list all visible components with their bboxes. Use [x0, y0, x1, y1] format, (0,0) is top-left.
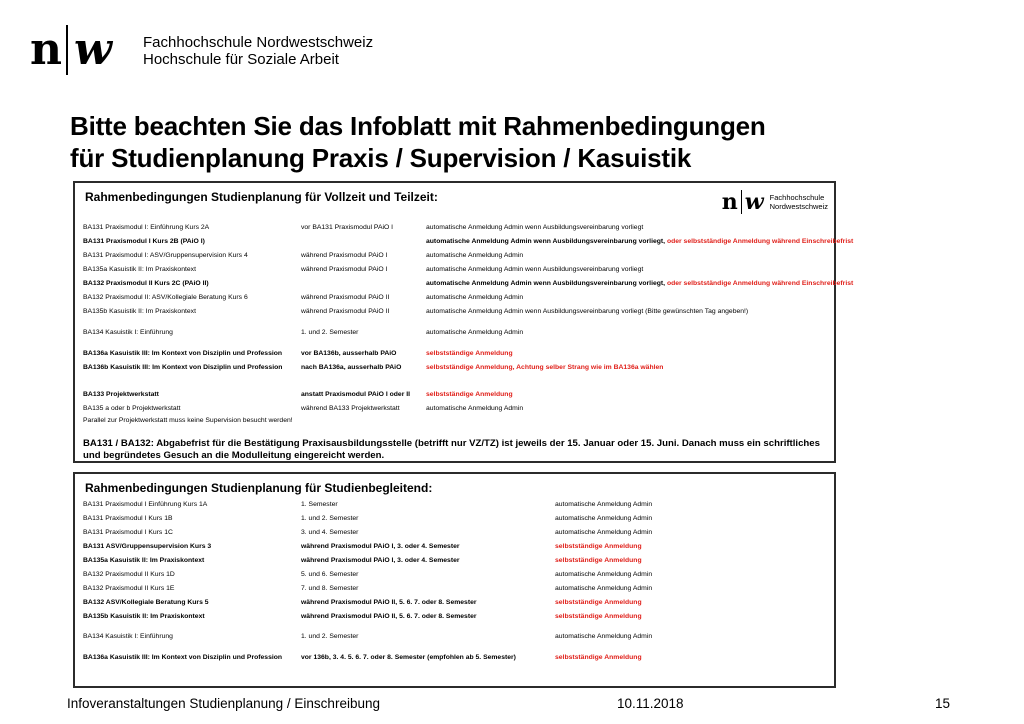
- cell-timing: 3. und 4. Semester: [301, 529, 359, 536]
- cell-registration-highlight: oder selbstständige Anmeldung während Einschreibefrist: [666, 280, 854, 287]
- table-row: [83, 632, 830, 642]
- cell-registration-highlight: selbstständige Anmeldung: [426, 350, 513, 357]
- table-row: [83, 363, 830, 373]
- slide-title: [70, 110, 766, 174]
- table-row: [83, 293, 830, 303]
- panel-logo-line-2: Nordwestschweiz: [769, 202, 828, 211]
- cell-timing: während Praxismodul PAiO I: [301, 266, 388, 273]
- cell-registration: selbstständige Anmeldung: [555, 543, 642, 550]
- table-row: [83, 307, 830, 317]
- logo-divider: [66, 25, 68, 75]
- cell-module: BA131 Praxismodul I Kurs 2B (PAiO I): [83, 238, 205, 245]
- table-row: [83, 251, 830, 261]
- cell-timing: während Praxismodul PAiO II, 5. 6. 7. oder 8. Semester: [301, 613, 477, 620]
- cell-registration: automatische Anmeldung Admin: [555, 501, 653, 508]
- organization-line-2: Hochschule für Soziale Arbeit: [143, 51, 339, 68]
- panel-heading: Rahmenbedingungen Studienplanung für Studienbegleitend:: [85, 481, 433, 495]
- cell-timing: während Praxismodul PAiO I: [301, 252, 388, 259]
- cell-registration: [426, 251, 523, 261]
- table-row: [83, 653, 830, 663]
- cell-timing: anstatt Praxismodul PAiO I oder II: [301, 391, 411, 398]
- table-row: [83, 328, 830, 338]
- cell-module: BA136b Kasuistik III: Im Kontext von Disziplin und Profession: [83, 364, 283, 371]
- table-row: [83, 223, 830, 233]
- cell-timing: vor 136b, 3. 4. 5. 6. 7. oder 8. Semester (empfohlen ab 5. Semester): [301, 654, 516, 661]
- cell-timing: während Praxismodul PAiO II: [301, 308, 390, 315]
- cell-module: BA131 Praxismodul I: ASV/Gruppensupervision Kurs 4: [83, 252, 248, 259]
- logo-letter-n: n: [30, 24, 62, 75]
- cell-timing: 1. und 2. Semester: [301, 329, 359, 336]
- panel-logo-w: w: [744, 189, 764, 215]
- cell-module: BA131 Praxismodul I: Einführung Kurs 2A: [83, 224, 210, 231]
- panel-studienbegleitend: [73, 472, 836, 688]
- cell-module: BA136a Kasuistik III: Im Kontext von Disziplin und Profession: [83, 654, 283, 661]
- cell-timing: während Praxismodul PAiO I, 3. oder 4. Semester: [301, 543, 460, 550]
- cell-registration: [426, 349, 513, 359]
- panel-logo-n: n: [721, 189, 738, 215]
- table-row: [83, 500, 830, 510]
- cell-registration-highlight: oder selbstständige Anmeldung während Einschreibefrist: [666, 238, 854, 245]
- cell-module: BA135a Kasuistik II: Im Praxiskontext: [83, 266, 196, 273]
- panel-heading: Rahmenbedingungen Studienplanung für Vollzeit und Teilzeit:: [85, 190, 438, 204]
- cell-module: BA132 Praxismodul II Kurs 1E: [83, 585, 175, 592]
- cell-registration: [426, 293, 523, 303]
- cell-registration: selbstständige Anmeldung: [555, 654, 642, 661]
- cell-registration-highlight: selbstständige Anmeldung: [426, 391, 513, 398]
- cell-timing: 1. und 2. Semester: [301, 515, 359, 522]
- cell-registration: [426, 328, 523, 338]
- slide-title-line-2: für Studienplanung Praxis / Supervision / Kasuistik: [70, 143, 692, 173]
- cell-timing: 5. und 6. Semester: [301, 571, 359, 578]
- slide-title-line-1: Bitte beachten Sie das Infoblatt mit Rahmenbedingungen: [70, 111, 766, 141]
- cell-registration: [426, 237, 853, 247]
- logo-mark: [30, 25, 112, 75]
- cell-registration: automatische Anmeldung Admin: [555, 633, 653, 640]
- cell-registration: [426, 363, 663, 373]
- cell-module: BA135 a oder b Projektwerkstatt: [83, 405, 181, 412]
- footer-date: 10.11.2018: [617, 696, 684, 711]
- cell-registration-text: automatische Anmeldung Admin wenn Ausbildungsvereinbarung vorliegt,: [426, 238, 667, 245]
- cell-registration: selbstständige Anmeldung: [555, 557, 642, 564]
- cell-timing: während Praxismodul PAiO II, 5. 6. 7. oder 8. Semester: [301, 599, 477, 606]
- cell-module: BA135a Kasuistik II: Im Praxiskontext: [83, 557, 205, 564]
- table-row: [83, 279, 854, 289]
- cell-timing: 1. und 2. Semester: [301, 633, 359, 640]
- page-number: 15: [935, 696, 951, 711]
- cell-timing: nach BA136a, ausserhalb PAiO: [301, 364, 402, 371]
- cell-registration-text: automatische Anmeldung Admin wenn Ausbildungsvereinbarung vorliegt: [426, 224, 644, 231]
- cell-timing: während BA133 Projektwerkstatt: [301, 405, 400, 412]
- logo-letter-w: w: [74, 24, 112, 75]
- table-row: [83, 404, 830, 414]
- panel-logo-line-1: Fachhochschule: [769, 193, 825, 202]
- table-row: [83, 265, 830, 275]
- table-row: [83, 584, 830, 594]
- cell-module: BA133 Projektwerkstatt: [83, 391, 159, 398]
- table-row: [83, 598, 830, 608]
- cell-registration: automatische Anmeldung Admin: [555, 585, 653, 592]
- cell-module: BA132 Praxismodul II Kurs 1D: [83, 571, 175, 578]
- cell-module: BA135b Kasuistik II: Im Praxiskontext: [83, 613, 205, 620]
- cell-module: BA135b Kasuistik II: Im Praxiskontext: [83, 308, 196, 315]
- table-row: [83, 390, 830, 400]
- cell-registration-text: automatische Anmeldung Admin: [426, 329, 524, 336]
- cell-timing: während Praxismodul PAiO I, 3. oder 4. Semester: [301, 557, 460, 564]
- footer-label: Infoveranstaltungen Studienplanung / Einschreibung: [67, 696, 380, 711]
- cell-module: BA132 Praxismodul II: ASV/Kollegiale Beratung Kurs 6: [83, 294, 248, 301]
- cell-timing: 1. Semester: [301, 501, 338, 508]
- cell-registration: automatische Anmeldung Admin: [555, 529, 653, 536]
- table-row: [83, 237, 854, 247]
- cell-registration: automatische Anmeldung Admin: [555, 571, 653, 578]
- panel-logo-mark: [722, 189, 764, 215]
- cell-registration: [426, 307, 748, 317]
- cell-registration-text: automatische Anmeldung Admin wenn Ausbildungsvereinbarung vorliegt,: [426, 280, 667, 287]
- cell-registration-text: automatische Anmeldung Admin wenn Ausbildungsvereinbarung vorliegt: [426, 266, 644, 273]
- cell-registration: selbstständige Anmeldung: [555, 599, 642, 606]
- cell-module: BA132 ASV/Kollegiale Beratung Kurs 5: [83, 599, 209, 606]
- panel-logo-divider: [741, 190, 742, 214]
- panel-vollzeit-teilzeit: [73, 181, 854, 463]
- table-row: [83, 570, 830, 580]
- deadline-notice: BA131 / BA132: Abgabefrist für die Bestätigung Praxisausbildungsstelle (betrifft nur VZ/TZ) ist jeweils der 15. Januar oder 15. Juni. Danach muss ein schriftliches und begründetes Gesuch an die Modulleitung eingereicht werden.: [83, 438, 820, 461]
- table-row: [83, 514, 830, 524]
- cell-registration: [426, 404, 523, 414]
- table-row: [83, 612, 830, 622]
- cell-registration: [426, 223, 643, 233]
- cell-registration: [426, 279, 853, 289]
- cell-module: BA134 Kasuistik I: Einführung: [83, 633, 173, 640]
- cell-module: BA132 Praxismodul II Kurs 2C (PAiO II): [83, 280, 209, 287]
- panel-logo-text: [770, 193, 828, 211]
- cell-registration-text: automatische Anmeldung Admin: [426, 252, 524, 259]
- cell-registration: selbstständige Anmeldung: [555, 613, 642, 620]
- cell-registration: [426, 265, 643, 275]
- table-row: [83, 349, 830, 359]
- cell-registration-highlight: selbstständige Anmeldung, Achtung selber Strang wie im BA136a wählen: [426, 364, 664, 371]
- cell-module: BA131 Praxismodul I Kurs 1B: [83, 515, 173, 522]
- cell-module: BA131 Praxismodul I Kurs 1C: [83, 529, 173, 536]
- panel-note: Parallel zur Projektwerkstatt muss keine Supervision besucht werden!: [83, 417, 293, 424]
- cell-registration-text: automatische Anmeldung Admin: [426, 405, 524, 412]
- cell-timing: während Praxismodul PAiO II: [301, 294, 390, 301]
- table-row: [83, 528, 830, 538]
- cell-timing: vor BA136b, ausserhalb PAiO: [301, 350, 397, 357]
- cell-registration: [426, 390, 513, 400]
- cell-module: BA131 Praxismodul I Einführung Kurs 1A: [83, 501, 208, 508]
- organization-name: [143, 34, 373, 68]
- cell-timing: vor BA131 Praxismodul PAiO I: [301, 224, 394, 231]
- cell-module: BA131 ASV/Gruppensupervision Kurs 3: [83, 543, 212, 550]
- table-row: [83, 556, 830, 566]
- cell-registration: automatische Anmeldung Admin: [555, 515, 653, 522]
- table-row: [83, 542, 830, 552]
- cell-registration-text: automatische Anmeldung Admin wenn Ausbildungsvereinbarung vorliegt (Bitte gewünschten Tag angeben!): [426, 308, 749, 315]
- cell-module: BA136a Kasuistik III: Im Kontext von Disziplin und Profession: [83, 350, 283, 357]
- cell-module: BA134 Kasuistik I: Einführung: [83, 329, 173, 336]
- cell-registration-text: automatische Anmeldung Admin: [426, 294, 524, 301]
- cell-timing: 7. und 8. Semester: [301, 585, 359, 592]
- organization-line-1: Fachhochschule Nordwestschweiz: [143, 34, 374, 51]
- fhnw-logo: [30, 22, 112, 78]
- panel-logo: [722, 189, 828, 215]
